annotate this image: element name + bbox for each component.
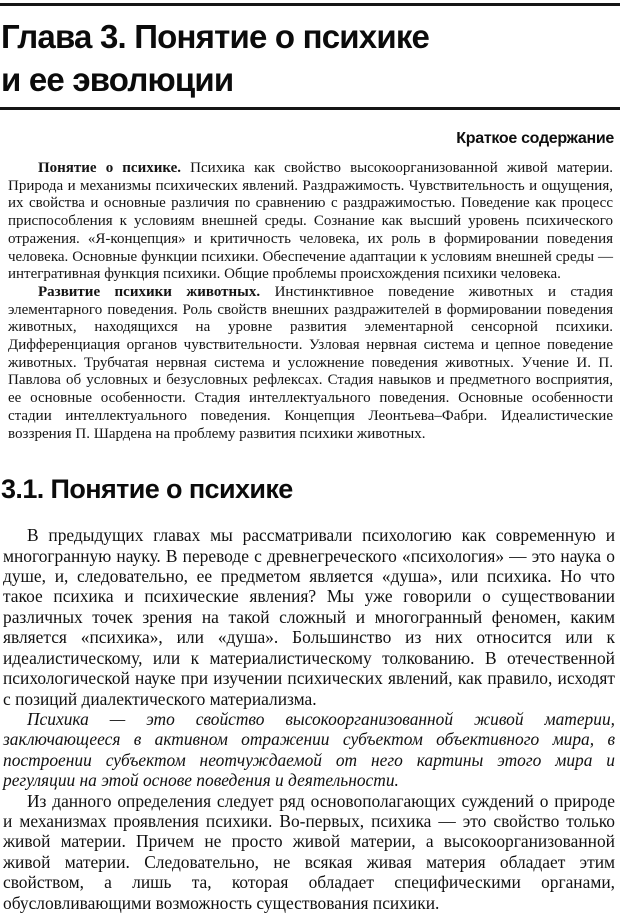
summary-heading: Краткое содержание [456,130,614,147]
summary-paragraph-animal-psyche [8,284,613,443]
definition-paragraph: Психика — это свойство высокоорганизованной живой материи, заключающееся в активном отражении субъектом объективного мира, в построении субъектом неотчуждаемой от него картины этого мира и регуляции на этой основе поведения и деятельности. [3,708,615,791]
section-heading: 3.1. Понятие о психике [1,474,293,505]
chapter-title-line2: и ее эволюции [1,61,234,98]
chapter-title-line1: Глава 3. Понятие о психике [1,18,430,55]
top-rule [0,3,620,6]
chapter-title [1,15,620,101]
summary-paragraph-psyche [8,160,613,284]
summary-text-psyche: Психика как свойство высокоорганизованной живой материи. Природа и механизмы психических явлений. Раздражимость. Чувствительность и ощущения, их свойства и основные различия по сравнению с раздражимостью. Поведение как процесс приспособления к условиям внешней среды. Сознание как высший уровень психического отражения. «Я-концепция» и критичность человека, их роль в формировании поведения человека. Основные функции психики. Обеспечение адаптации к условиям внешней среды — интегративная функция психики. Общие проблемы происхождения психики человека. [8,160,614,283]
summary-text-animal-psyche: Инстинктивное поведение животных и стадия элементарного поведения. Роль свойств внешних раздражителей в формировании поведения животных, находящихся на уровне развития элементарной сенсорной психики. Дифференциация органов чувствительности. Узловая нервная система и цепное поведение животных. Трубчатая нервная система и усложнение поведения животных. Учение И. П. Павлова об условных и безусловных рефлексах. Стадия навыков и предметного восприятия, ее основные особенности. Стадия интеллектуального поведения. Основные особенности стадии интеллектуального поведения. Концепция Леонтьева–Фабри. Идеалистические воззрения П. Шардена на проблему развития психики животных. [8,283,614,442]
body-paragraph-intro: В предыдущих главах мы рассматривали психологию как современную и многогранную науку. В переводе с древнегреческого «психология» — это наука о душе, и, следовательно, ее предметом является «душа», или психика. Но что такое психика и психические явления? Мы уже говорили о существовании различных точек зрения на такой сложный и многогранный феномен, каким является «психика», или «душа». Большинство из них относится или к идеалистическому, или к материалистическому толкованию. В отечественной психологической науке при изучении психических явлений, как правило, исходят с позиций диалектического материализма. [3,525,615,709]
summary-lead-psyche: Понятие о психике. [38,160,182,176]
chapter-title-rule [0,107,620,110]
body-paragraph-conclusions: Из данного определения следует ряд основополагающих суждений о природе и механизмах проявления психики. Во-первых, психика — это свойство только живой материи. Причем не просто живой материи, а высокоорганизованной живой материи. Следовательно, не всякая живая материя обладает этим свойством, а лишь та, которая обладает специфическими органами, обусловливающими возможность существования психики. [3,790,615,913]
summary-lead-animal-psyche: Развитие психики животных. [38,283,261,300]
